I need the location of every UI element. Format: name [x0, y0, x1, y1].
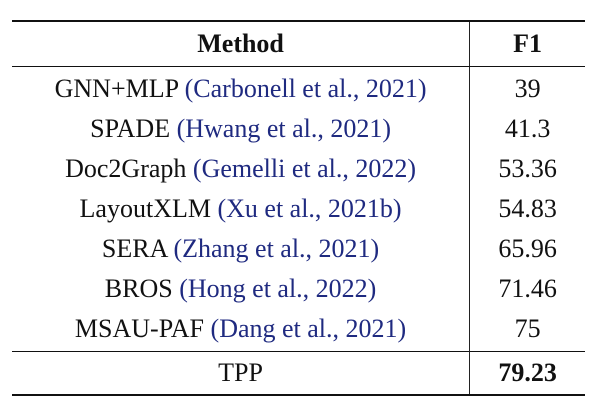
- f1-cell: 54.83: [498, 194, 557, 223]
- table-row: [12, 149, 585, 189]
- method-name: Doc2Graph: [65, 154, 187, 183]
- method-name: MSAU-PAF: [74, 314, 205, 343]
- f1-header: F1: [470, 21, 585, 67]
- citation-link[interactable]: (Gemelli et al., 2022): [192, 154, 417, 183]
- method-cell: [12, 229, 470, 269]
- table-row: [12, 269, 585, 309]
- citation-link[interactable]: (Hwang et al., 2021): [176, 114, 392, 143]
- method-cell: [12, 189, 470, 229]
- f1-cell: 39: [514, 74, 541, 103]
- ours-f1-cell: 79.23: [470, 352, 585, 396]
- citation-link[interactable]: (Hong et al., 2022): [179, 274, 377, 303]
- table-row: [12, 229, 585, 269]
- method-cell: [12, 269, 470, 309]
- f1-cell: 75: [514, 314, 541, 343]
- method-header: Method: [12, 21, 470, 67]
- table-row: [12, 309, 585, 352]
- method-cell: [12, 67, 470, 110]
- ours-method-cell: TPP: [12, 352, 470, 396]
- ours-row: [12, 352, 585, 396]
- header-row: [12, 21, 585, 67]
- table-row: [12, 189, 585, 229]
- table-row: [12, 109, 585, 149]
- method-name: GNN+MLP: [54, 74, 179, 103]
- method-cell: [12, 109, 470, 149]
- method-cell: [12, 309, 470, 352]
- f1-cell: 53.36: [498, 154, 557, 183]
- results-table: [12, 20, 585, 396]
- f1-cell: 65.96: [498, 234, 557, 263]
- citation-link[interactable]: (Carbonell et al., 2021): [184, 74, 427, 103]
- method-name: SPADE: [90, 114, 171, 143]
- method-name: LayoutXLM: [79, 194, 211, 223]
- citation-link[interactable]: (Dang et al., 2021): [210, 314, 407, 343]
- f1-cell: 71.46: [498, 274, 557, 303]
- table-row: [12, 67, 585, 110]
- method-name: SERA: [101, 234, 167, 263]
- citation-link[interactable]: (Xu et al., 2021b): [217, 194, 402, 223]
- citation-link[interactable]: (Zhang et al., 2021): [173, 234, 380, 263]
- method-name: BROS: [104, 274, 173, 303]
- method-cell: [12, 149, 470, 189]
- f1-cell: 41.3: [504, 114, 551, 143]
